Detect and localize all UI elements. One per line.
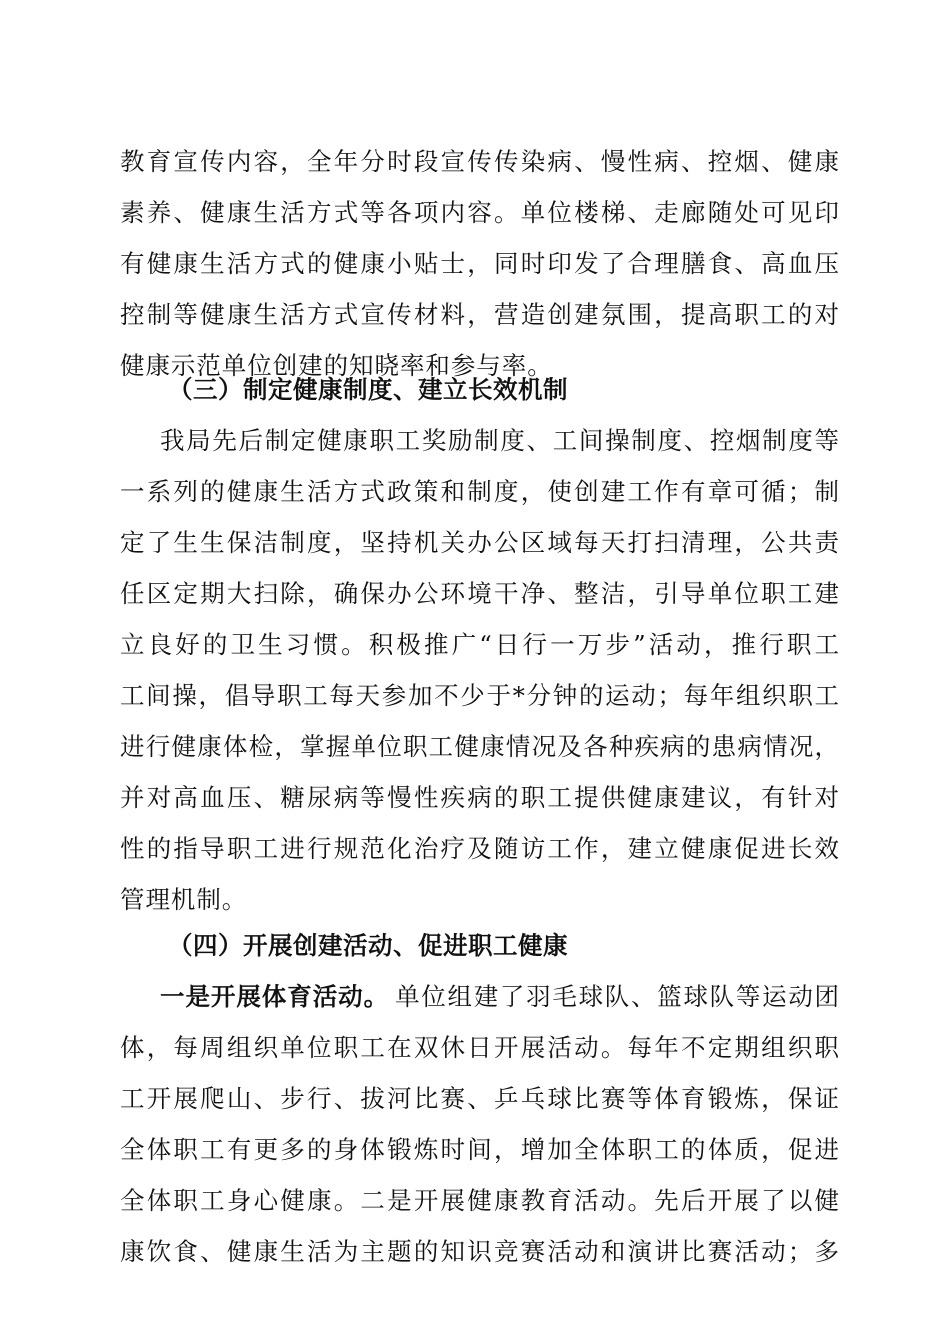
body-text-line: 一系列的健康生活方式政策和制度，使创建工作有章可循；制 [120,477,840,506]
section-heading-4: （四）开展创建活动、促进职工健康 [168,931,568,960]
lead-continuation: 单位组建了羽毛球队、篮球队等运动团 [395,982,840,1011]
body-text-line: 性的指导职工进行规范化治疗及随访工作，建立健康促进长效 [120,834,840,863]
lead-phrase: 一是开展体育活动。 [160,982,390,1011]
body-text-line: 全体职工身心健康。二是开展健康教育活动。先后开展了以健 [120,1186,840,1215]
body-text-line: 任区定期大扫除，确保办公环境干净、整洁，引导单位职工建 [120,579,840,608]
body-text-line: 教育宣传内容，全年分时段宣传传染病、慢性病、控烟、健康 [120,147,840,176]
body-text-line: 并对高血压、糖尿病等慢性疾病的职工提供健康建议，有针对 [120,783,840,812]
body-text-line: 健康示范单位创建的知晓率和参与率。 [120,351,553,380]
body-text-line: 素养、健康生活方式等各项内容。单位楼梯、走廊随处可见印 [120,198,840,227]
section-heading-3: （三）制定健康制度、建立长效机制 [168,375,568,404]
body-text-line [160,975,840,1019]
body-text-line: 体，每周组织单位职工在双休日开展活动。每年不定期组织职 [120,1033,840,1062]
body-text-line: 全体职工有更多的身体锻炼时间，增加全体职工的体质，促进 [120,1135,840,1164]
body-text-line: 工开展爬山、步行、拔河比赛、乒乓球比赛等体育锻炼，保证 [120,1084,840,1113]
body-text-line: 工间操，倡导职工每天参加不少于*分钟的运动；每年组织职工 [120,681,840,710]
body-text-line: 有健康生活方式的健康小贴士，同时印发了合理膳食、高血压 [120,249,840,278]
body-text-line: 康饮食、健康生活为主题的知识竞赛活动和演讲比赛活动；多 [120,1237,840,1266]
body-text-line: 立良好的卫生习惯。积极推广“日行一万步”活动，推行职工 [120,630,840,659]
body-text-line: 管理机制。 [120,885,248,914]
body-text-line: 定了生生保洁制度，坚持机关办公区域每天打扫清理，公共责 [120,528,840,557]
body-text-line: 控制等健康生活方式宣传材料，营造创建氛围，提高职工的对 [120,300,840,329]
body-text-line: 我局先后制定健康职工奖励制度、工间操制度、控烟制度等 [160,426,840,455]
body-text-line: 进行健康体检，掌握单位职工健康情况及各种疾病的患病情况， [120,732,840,761]
